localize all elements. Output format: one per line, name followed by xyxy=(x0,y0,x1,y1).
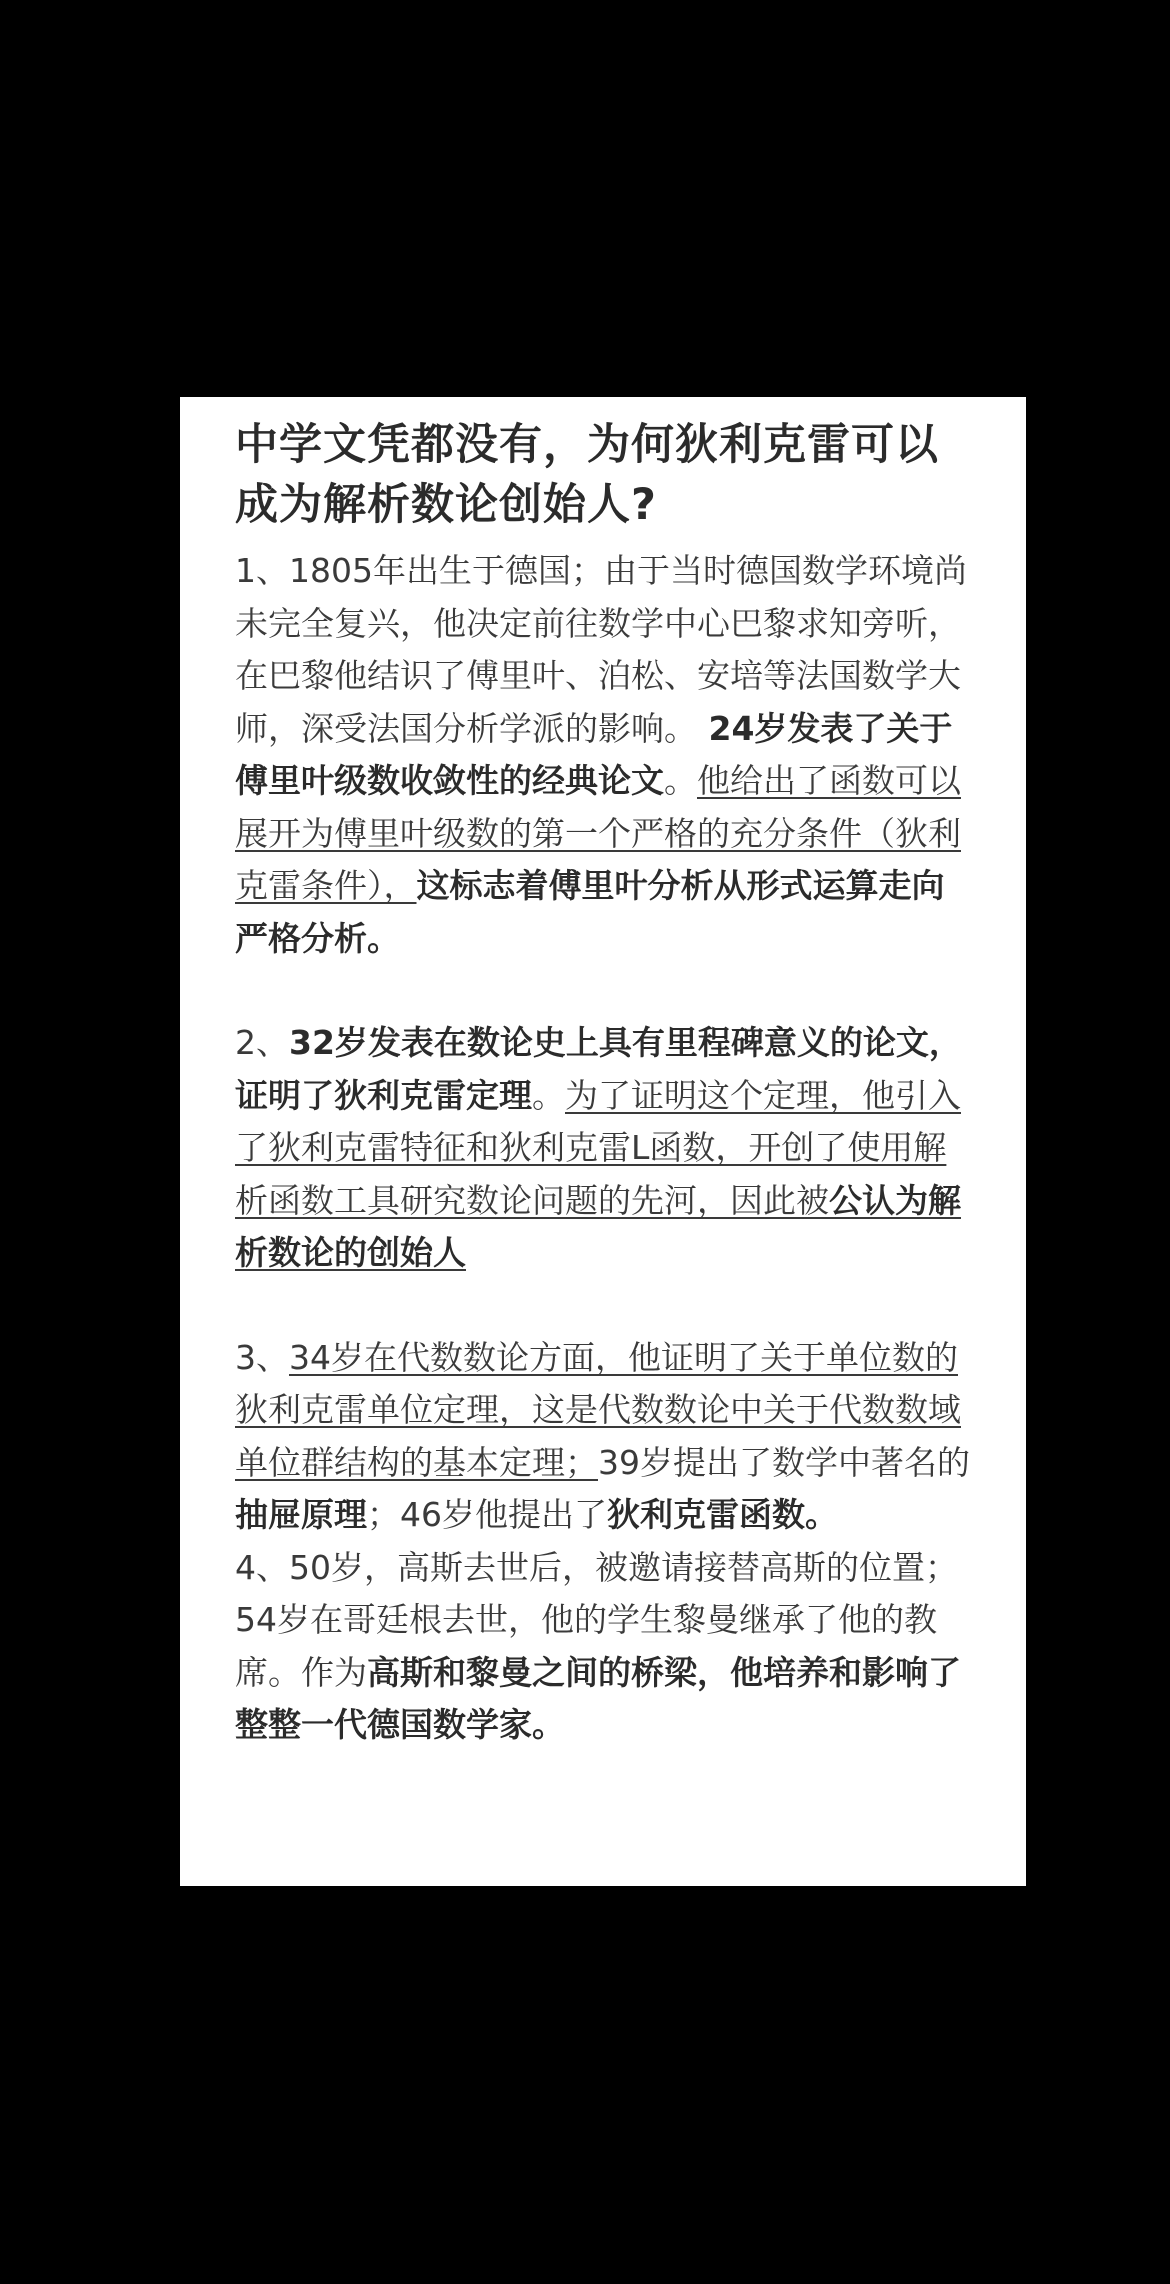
p1-underlined-text: 他给出了函数可以展开为傅里叶级数的第一个严格的充分条件（狄利克雷条件）， xyxy=(235,761,961,905)
p2-number: 2、 xyxy=(235,1023,289,1062)
p3-underlined-text: 34岁在代数数论方面，他证明了关于单位数的狄利克雷单位定理，这是代数数论中关于代数数域单位群结构的基本定理； xyxy=(235,1337,961,1482)
p2-bold-text: 32岁发表在数论史上具有里程碑意义的论文，证明了狄利克雷定理 xyxy=(235,1023,962,1115)
p1-period: 。 xyxy=(664,761,697,800)
paragraph-1 xyxy=(235,545,976,965)
p2-underlined-bold: 公认为解析数论的创始人 xyxy=(235,1180,961,1272)
p2-underlined-plain: 为了证明这个定理，他引入了狄利克雷特征和狄利克雷L函数，开创了使用解析函数工具研究数论问题的先河，因此被 xyxy=(235,1075,961,1220)
paragraph-4 xyxy=(235,1542,976,1752)
paragraph-gap xyxy=(235,965,976,1017)
p1-bold-text: 24岁发表了关于傅里叶级数收敛性的经典论文 xyxy=(235,708,953,800)
article-card xyxy=(180,397,1026,1886)
p2-period: 。 xyxy=(532,1075,565,1115)
article-title: 中学文凭都没有，为何狄利克雷可以成为解析数论创始人? xyxy=(235,420,939,530)
p3-number: 3、 xyxy=(235,1337,289,1377)
p1-bold-conclusion: 这标志着傅里叶分析从形式运算走向严格分析。 xyxy=(235,866,945,958)
p4-plain-text: 4、50岁，高斯去世后，被邀请接替高斯的位置；54岁在哥廷根去世，他的学生黎曼继承了他的教席。作为 xyxy=(235,1547,958,1692)
paragraph-2 xyxy=(235,1017,976,1280)
p3-bold-function: 狄利克雷函数。 xyxy=(607,1495,838,1534)
p3-plain-text: 39岁提出了数学中著名的 xyxy=(598,1442,970,1482)
paragraph-gap xyxy=(235,1280,976,1332)
p4-bold-text: 高斯和黎曼之间的桥梁，他培养和影响了整整一代德国数学家。 xyxy=(235,1652,961,1744)
paragraph-3 xyxy=(235,1332,976,1542)
p3-bold-drawer: 抽屉原理 xyxy=(235,1495,367,1534)
p3-plain-text-2: ；46岁他提出了 xyxy=(367,1495,607,1534)
p1-intro-text: 1、1805年出生于德国；由于当时德国数学环境尚未完全复兴，他决定前往数学中心巴黎求知旁听，在巴黎他结识了傅里叶、泊松、安培等法国数学大师，深受法国分析学派的影响。 xyxy=(235,551,967,748)
